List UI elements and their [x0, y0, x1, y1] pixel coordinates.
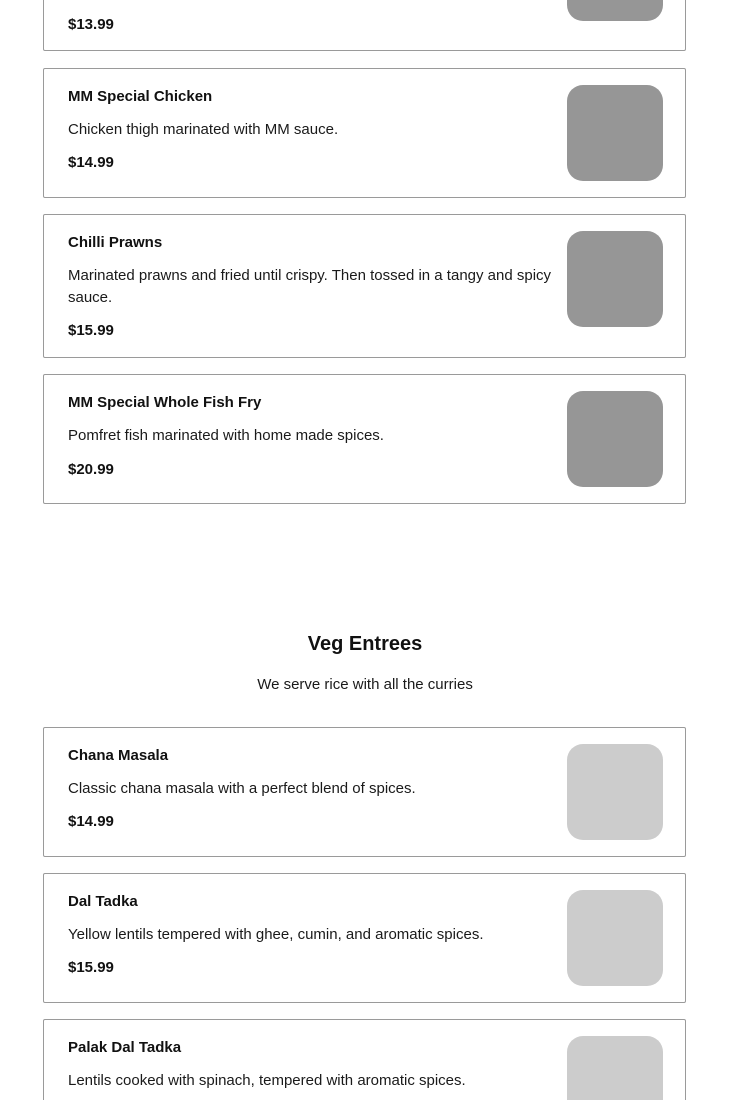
menu-item-card[interactable] [43, 0, 686, 51]
menu-item-price: $20.99 [68, 461, 114, 478]
menu-item-image [567, 231, 663, 327]
menu-item-card[interactable] [43, 374, 686, 504]
menu-item-card[interactable] [43, 727, 686, 857]
menu-item-image [567, 85, 663, 181]
menu-item-card[interactable] [43, 873, 686, 1003]
menu-item-image [567, 391, 663, 487]
menu-item-card[interactable] [43, 214, 686, 358]
menu-item-image [567, 0, 663, 21]
menu-item-description: Yellow lentils tempered with ghee, cumin, and aromatic spices. [68, 926, 484, 943]
menu-item-card[interactable] [43, 68, 686, 198]
menu-item-name: MM Special Whole Fish Fry [68, 394, 262, 411]
menu-item-description: Classic chana masala with a perfect blend of spices. [68, 780, 416, 797]
menu-item-image [567, 890, 663, 986]
menu-item-name: Palak Dal Tadka [68, 1039, 182, 1056]
menu-item-description: Chicken thigh marinated with MM sauce. [68, 121, 339, 138]
menu-item-price: $15.99 [68, 959, 114, 976]
menu-item-price: $14.99 [68, 813, 114, 830]
menu-item-description: Marinated prawns and fried until crispy. Then tossed in a tangy and spicy sauce. [68, 267, 552, 306]
menu-item-price: $13.99 [68, 16, 114, 33]
menu-item-name: MM Special Chicken [68, 88, 213, 105]
menu-item-description: Lentils cooked with spinach, tempered with aromatic spices. [68, 1072, 466, 1089]
menu-item-description: Pomfret fish marinated with home made spices. [68, 427, 384, 444]
menu-item-price: $14.99 [68, 154, 114, 171]
menu-item-image [567, 1036, 663, 1100]
section-subtitle: We serve rice with all the curries [257, 676, 473, 693]
menu-item-name: Chana Masala [68, 747, 169, 764]
menu-item-name: Dal Tadka [68, 893, 138, 910]
menu-item-image [567, 744, 663, 840]
menu-item-name: Chilli Prawns [68, 234, 163, 251]
menu-item-price: $15.99 [68, 322, 114, 339]
section-title: Veg Entrees [307, 633, 423, 655]
menu-item-card[interactable] [43, 1019, 686, 1100]
